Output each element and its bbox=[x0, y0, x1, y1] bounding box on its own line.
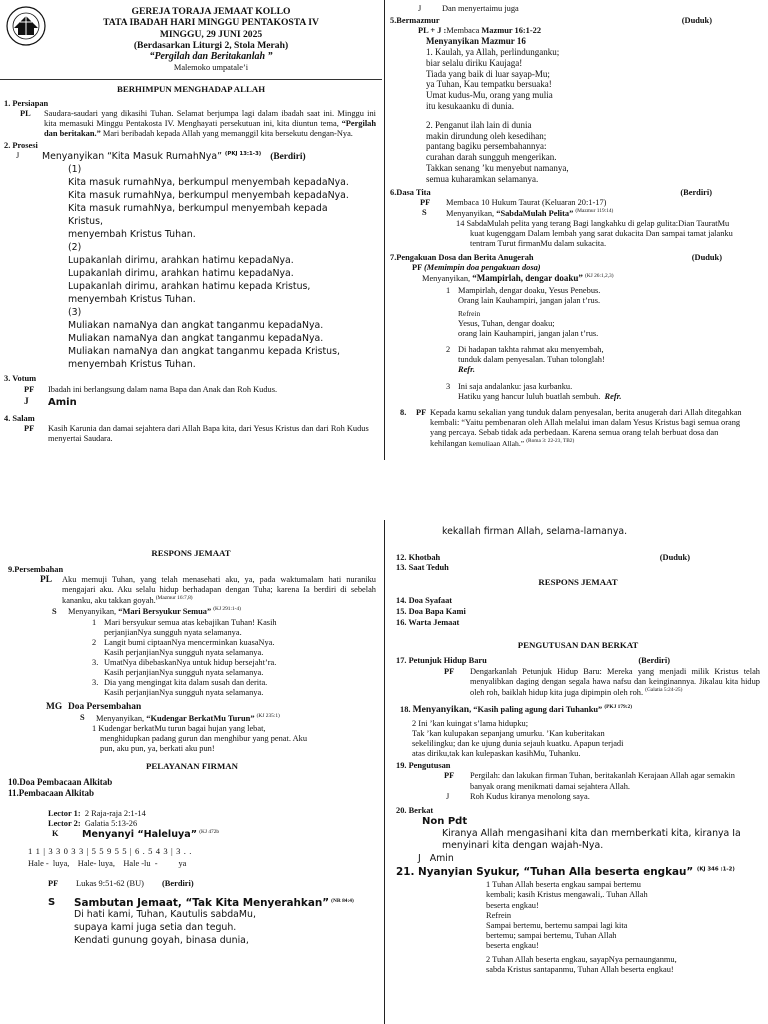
section-title-pengutusan: PENGUTUSAN DAN BERKAT bbox=[517, 639, 639, 650]
psalm-line: Tiada yang baik di luar sayap-Mu; bbox=[426, 68, 550, 79]
verse-text: UmatNya dibebaskanNya untuk hidup bersejaht’ra. Kasih perjanjianNya sungguh nyata selamanya. bbox=[104, 657, 277, 677]
berkat-text: Kiranya Allah mengasihani kita dan memberkati kita, kiranya Ia menyinari kita dengan wajah-Nya. bbox=[442, 827, 741, 852]
hymn-line: bertemu; sampai bertemu, Tuhan Allah bbox=[486, 930, 617, 940]
kj26-verse-3-line1: Ini saja andalanku: jasa kurbanku. bbox=[458, 381, 573, 391]
verse-num-1: 1 bbox=[446, 286, 451, 296]
persembahan-sing-title: “Mari Bersyukur Semua” bbox=[118, 607, 212, 617]
song-18-title: , “Kasih paling agung dari Tuhanku” bbox=[469, 704, 603, 714]
item-petunjuk-hidup: 17. Petunjuk Hidup Baru bbox=[396, 656, 487, 666]
khotbah-duduk: (Duduk) bbox=[659, 552, 690, 562]
label-j-berkat: J bbox=[418, 852, 421, 864]
label-pf-votum: PF bbox=[24, 384, 35, 394]
bermazmur-duduk: (Duduk) bbox=[681, 16, 712, 26]
psalm-line: biar selalu diriku Kaujaga! bbox=[426, 57, 523, 68]
pengakuan-duduk: (Duduk) bbox=[691, 252, 722, 262]
psalm-line: Takkan senang ’ku menyebut namanya, bbox=[426, 163, 569, 173]
top-response: Dan menyertaimu juga bbox=[442, 4, 519, 13]
label-pf-dasa: PF bbox=[420, 197, 431, 207]
item-pembacaan: 11.Pembacaan Alkitab bbox=[8, 787, 95, 798]
lyric-line: Muliakan namaNya dan angkat tanganmu kepada Kristus, bbox=[68, 345, 340, 357]
pengakuan-lead: (Memimpin doa pengakuan dosa) bbox=[424, 262, 541, 272]
hymn-line: Orang lain Kauhampiri, jangan jalan t’rus. bbox=[458, 296, 601, 306]
label-pf-pengakuan: PF bbox=[412, 262, 425, 272]
nyanyian-syukur-ref: (KJ 346 :1-2) bbox=[696, 866, 735, 873]
panel-bottom-right bbox=[390, 520, 766, 1024]
lyric-line: Kristus, bbox=[68, 215, 103, 227]
item-nyanyian-syukur: 21. Nyanyian Syukur, “Tuhan Alla beserta engkau” bbox=[396, 865, 694, 878]
section-title-berhimpun: BERHIMPUN MENGHADAP ALLAH bbox=[116, 83, 266, 94]
panel-top-right bbox=[390, 0, 762, 460]
hymn-line: 1 Tuhan Allah beserta engkau sampai bertemu bbox=[486, 880, 641, 890]
item-salam: 4. Salam bbox=[4, 413, 35, 423]
psalm-line: 2. Penganut ilah lain di dunia bbox=[426, 119, 532, 130]
panel-top-left bbox=[0, 0, 382, 460]
item-khotbah: 12. Khotbah bbox=[396, 552, 441, 562]
page-gap bbox=[0, 460, 768, 520]
hymn-line: tunduk dalam penyesalan. Tuhan tolonglah! bbox=[458, 355, 605, 365]
label-j-pengutusan: J bbox=[446, 791, 450, 801]
item-dasa-tita: 6.Dasa Tita bbox=[390, 187, 431, 197]
dasa-tita-berdiri: (Berdiri) bbox=[680, 187, 712, 197]
haleluya-lyrics: Hale - luya, Hale- luya, Hale -lu - ya bbox=[28, 858, 187, 868]
refrein-line: orang lain Kauhampiri, jangan jalan t’rus. bbox=[458, 329, 599, 339]
verse-number: 2 bbox=[92, 637, 97, 647]
persembahan-sing-ref: (KJ 291:1-4) bbox=[213, 606, 241, 613]
lyric-line: Muliakan namaNya dan angkat tanganmu kepadaNya. bbox=[68, 319, 324, 331]
item-prosesi: 2. Prosesi bbox=[4, 140, 38, 150]
header-subtitle: (Berdasarkan Liturgi 2, Stola Merah) bbox=[133, 39, 289, 51]
dasa-verse: 14 SabdaMulah pelita yang terang Bagi langkahku di gelap gulita:Dian TauratMu kuat kugenggam Dalam lembah yang sarat dukacita Dan sampai tamat jalanku tentram Turut firmanMu dalam sukacita. bbox=[456, 218, 733, 248]
label-pl: PL bbox=[20, 108, 31, 118]
label-pl-persembahan: PL bbox=[40, 574, 52, 585]
mg-sing-ref: (KJ 235:1) bbox=[256, 713, 280, 720]
psalm-line: ya Tuhan, Kau tempatku bersuaka! bbox=[426, 79, 552, 90]
item-doa-pembacaan: 10.Doa Pembacaan Alkitab bbox=[8, 777, 113, 788]
hymn-line: 2 Ini ’kan kuingat s’lama hidupku; bbox=[412, 719, 529, 729]
lyric-line: menyembah Kristus Tuhan. bbox=[68, 293, 196, 305]
hymn-line: Di hadapan takhta rahmat aku menyembah, bbox=[458, 345, 604, 355]
hymn-line: 2 Tuhan Allah beserta engkau, sayapNya pernaunganmu, bbox=[486, 954, 677, 964]
mg-sing-title: “Kudengar BerkatMu Turun” bbox=[146, 714, 255, 724]
dasa-sing-ref: (Mazmur 119:14) bbox=[575, 207, 614, 214]
section-title-respons-2: RESPONS JEMAAT bbox=[538, 577, 618, 588]
verse-text: Mari bersyukur semua atas kebajikan Tuhan! Kasih perjanjianNya sungguh nyata selamanya. bbox=[104, 617, 277, 637]
verse-number: 3. bbox=[92, 657, 99, 667]
song-18-ref: (PKJ 179:2) bbox=[604, 703, 633, 710]
hymn-line: Tak ’kan kulupakan sepanjang umurku. ’Kan kuberitakan bbox=[412, 729, 605, 739]
persembahan-text: Aku memuji Tuhan, yang telah menasehati aku, ya, pada waktumalam hati nuraniku mengajari aku. Aku selalu hidup berhadapan dengan Tuha; karena Ia berdiri di sebelah kananku, aku takkan goyah. bbox=[62, 574, 376, 605]
kj346-verse-2 bbox=[486, 955, 760, 975]
label-s-persembahan: S bbox=[52, 606, 57, 616]
menyanyikan-18: Menyanyikan bbox=[412, 703, 470, 715]
lyric-line: Lupakanlah dirimu, arahkan hatimu kepadaNya. bbox=[68, 254, 294, 266]
kj26-verse-2 bbox=[458, 345, 762, 365]
item-18: 18. bbox=[400, 704, 411, 714]
header-theme: “Pergilah dan Beritakanlah ” bbox=[149, 51, 273, 63]
lektor1-ref: 2 Raja-raja 2:1-14 bbox=[84, 808, 146, 818]
bermazmur-ref: Mazmur 16:1-22 bbox=[481, 26, 542, 36]
hymn-verse bbox=[92, 678, 282, 698]
sambutan-ref: (NR 84:4) bbox=[331, 898, 354, 905]
church-logo bbox=[6, 6, 46, 46]
doa-persembahan: Doa Persembahan bbox=[68, 702, 142, 713]
item-doa-syafaat: 14. Doa Syafaat bbox=[396, 595, 453, 605]
label-pl-j: PL + J : bbox=[418, 26, 447, 36]
dasa-sing-title: “SabdaMulah Pelita” bbox=[496, 208, 574, 218]
votum-amin: Amin bbox=[48, 396, 77, 408]
psalm-line: 1. Kaulah, ya Allah, perlindunganku; bbox=[426, 47, 560, 58]
pengakuan-sing-ref: (KJ 26:1,2,3) bbox=[584, 273, 614, 280]
anugerah-text-end: kemuliaan Allah.” bbox=[468, 438, 525, 448]
label-k: K bbox=[52, 828, 59, 838]
lektor2-ref: Galatia 5:13-26 bbox=[84, 818, 138, 828]
hymn-line: sabda Kristus santapanmu, Tuhan Allah beserta engkau! bbox=[486, 964, 674, 974]
psalm-line: pantang bagiku persembahannya: bbox=[426, 141, 547, 152]
hymn-line: beserta engkau! bbox=[486, 900, 539, 910]
item-warta-jemaat: 16. Warta Jemaat bbox=[396, 617, 460, 627]
verse-text: Dia yang mengingat kita dalam susah dan derita. Kasih perjanjianNya sungguh nyata selamanya. bbox=[104, 678, 268, 698]
hymn-line: Sampai bertemu, bertemu sampai lagi kita bbox=[486, 920, 628, 930]
kj291-verses bbox=[92, 618, 282, 699]
lyric-line: Muliakan namaNya dan angkat tanganmu kepadaNya. bbox=[68, 332, 324, 344]
kj26-refrein bbox=[458, 319, 762, 339]
item-doa-bapa-kami: 15. Doa Bapa Kami bbox=[396, 606, 466, 616]
psalm-line: makin dirundung oleh kesedihan; bbox=[426, 130, 547, 141]
sambutan-lyrics bbox=[74, 909, 376, 948]
lyric-line: Kita masuk rumahNya, berkumpul menyembah kepadaNya. bbox=[68, 189, 349, 201]
item-berkat: 20. Berkat bbox=[396, 805, 434, 815]
prosesi-ref: (PKJ 13:1-3) bbox=[224, 150, 262, 157]
header-date: MINGGU, 29 JUNI 2025 bbox=[159, 28, 263, 40]
lyric-line: supaya kami juga setia dan teguh. bbox=[74, 922, 237, 934]
dasa-tita-read: Membaca 10 Hukum Taurat (Keluaran 20:1-17) bbox=[446, 197, 607, 207]
verse-num-3: 3 bbox=[446, 381, 451, 391]
label-pf-petunjuk: PF bbox=[444, 666, 455, 676]
header-church: GEREJA TORAJA JEMAAT KOLLO bbox=[131, 6, 291, 17]
bermazmur-sing: Menyanyikan Mazmur 16 bbox=[426, 36, 526, 47]
kj26-verse-3-line2: Hatiku yang hancur luluh buatlah sembuh. bbox=[458, 391, 601, 401]
petunjuk-berdiri: (Berdiri) bbox=[638, 656, 670, 666]
bermazmur-read: Membaca bbox=[446, 26, 482, 36]
hymn-line: atas diriku,tak kan kulepaskan kasihMu, Tuhanku. bbox=[412, 749, 581, 759]
label-pf-pengutusan: PF bbox=[444, 771, 455, 781]
anugerah-text: Kepada kamu sekalian yang tunduk dalam penyesalan, berita anugerah dari Allah ditegahkan kembali: “Yaitu pembenaran oleh Allah melalui iman dalam Yesus Kristus bagi semua orang yang percaya. Sebab tidak ada perbedaan. Karena semua orang telah berbuat dosa dan kehilangan bbox=[430, 407, 742, 448]
haleluya-sing: Menyanyi “Haleluya” bbox=[82, 828, 198, 840]
berkat-amin: Amin bbox=[429, 852, 454, 864]
kj346-verse-1 bbox=[486, 880, 760, 951]
label-pf-injil: PF bbox=[48, 878, 59, 888]
hymn-line: kembali; kasih Kristus mengawali,. Tuhan Allah bbox=[486, 890, 648, 900]
hymn-line: Refrein bbox=[486, 910, 512, 920]
berkat-nonpdt: Non Pdt bbox=[422, 815, 468, 827]
refrein-label: Refrein bbox=[458, 309, 481, 319]
hymn-verse bbox=[92, 618, 282, 638]
mazmur-verse-2 bbox=[426, 120, 762, 185]
petunjuk-text: Dengarkanlah Petunjuk Hidup Baru: Mereka yang menjadi milik Kristus telah menyalibkan daging dengan segala hawa nafsu dan keinginannya. Jikalau kita hidup oleh roh, baiklah hidup kita juga dipimpin oleh roh. bbox=[470, 666, 760, 697]
label-pf-anugerah: PF bbox=[416, 407, 427, 417]
lyric-line: Lupakanlah dirimu, arahkan hatimu kepada Kristus, bbox=[68, 280, 311, 292]
item-pengakuan-dosa: 7.Pengakuan Dosa dan Berita Anugerah bbox=[390, 252, 534, 262]
label-j-votum: J bbox=[24, 396, 29, 407]
verse-num-2: 2 bbox=[446, 345, 451, 355]
label-s-mg: S bbox=[80, 713, 85, 723]
hymn-verse bbox=[92, 638, 282, 658]
header-local: Malemoko umpatale’i bbox=[173, 63, 249, 73]
section-title-firman: PELAYANAN FIRMAN bbox=[146, 760, 238, 771]
petunjuk-ref: (Galatia 5:24-25) bbox=[645, 686, 683, 693]
label-s-dasa: S bbox=[422, 207, 427, 217]
lyric-line: Di hati kami, Tuhan, Kautulis sabdaMu, bbox=[74, 909, 256, 921]
lyric-line: Lupakanlah dirimu, arahkan hatimu kepadaNya. bbox=[68, 267, 294, 279]
haleluya-ref: (KJ 472b bbox=[199, 829, 220, 836]
hymn-verse bbox=[92, 658, 282, 678]
item-persiapan: 1. Persiapan bbox=[4, 98, 49, 108]
lyric-line: menyembah Kristus Tuhan. bbox=[68, 358, 196, 370]
persiapan-theme: “Pergilah dan beritakan.” bbox=[44, 118, 376, 138]
injil-berdiri: (Berdiri) bbox=[162, 878, 194, 888]
label-mg: MG bbox=[46, 702, 63, 713]
section-title-respons: RESPONS JEMAAT bbox=[151, 548, 231, 558]
refr-mark-2: Refr. bbox=[604, 391, 622, 401]
panel-bottom-left bbox=[0, 520, 382, 1024]
pkj179-verse bbox=[412, 719, 760, 759]
lektor1-label: Lector 1: bbox=[48, 808, 81, 818]
label-j-top: J bbox=[418, 4, 422, 13]
lyric-line: menyembah Kristus Tuhan. bbox=[68, 228, 196, 240]
prosesi-berdiri: (Berdiri) bbox=[270, 152, 306, 163]
kj26-verse-1 bbox=[458, 286, 762, 306]
mazmur-verse-1 bbox=[426, 47, 762, 112]
hymn-line: beserta engkau! bbox=[486, 940, 539, 950]
bottom-page-divider bbox=[384, 520, 385, 1024]
top-page-divider bbox=[384, 0, 385, 460]
prosesi-lyrics bbox=[68, 164, 376, 372]
psalm-line: semua kuharamkan selamanya. bbox=[426, 173, 539, 184]
persiapan-text-end: Mari beribadah kepada Allah yang memanggil kita bersekutu dengan-Nya. bbox=[100, 128, 353, 138]
refrein-line: Yesus, Tuhan, dengar doaku; bbox=[458, 319, 555, 329]
hymn-line: sekelilingku; dan ke ujung dunia sejauh kuatku. Apapun terjadi bbox=[412, 739, 624, 749]
dasa-sing: Menyanyikan, bbox=[446, 208, 497, 218]
item-saat-teduh: 13. Saat Teduh bbox=[396, 563, 449, 573]
item-8: 8. bbox=[400, 407, 407, 417]
mg-verse: 1 Kudengar berkatMu turun bagai hujan yang lebat, menghidupkan padang gurun dan menghibur yang penat. Aku pun, aku pun, ya, berkati aku pun! bbox=[92, 724, 308, 754]
pengakuan-sing-title: “Mampirlah, dengar doaku” bbox=[472, 273, 583, 284]
lyric-line: (3) bbox=[68, 306, 82, 318]
item-persembahan: 9.Persembahan bbox=[8, 564, 64, 574]
lyric-line: Kendati gunung goyah, binasa dunia, bbox=[74, 935, 249, 947]
lyrics-continued: kekallah firman Allah, selama-lamanya. bbox=[442, 526, 628, 537]
verse-number: 1 bbox=[92, 617, 97, 627]
lyric-line: (1) bbox=[68, 163, 82, 175]
hymn-line: Mampirlah, dengar doaku, Yesus Penebus. bbox=[458, 286, 601, 296]
pengutusan-text: Pergilah: dan lakukan firman Tuhan, beritakanlah Kerajaan Allah agar semakin banyak orang menikmati damai sejahtera Allah. bbox=[470, 771, 735, 791]
pengakuan-sing: Menyanyikan, bbox=[422, 274, 473, 284]
lektor2-label: Lector 2: bbox=[48, 818, 81, 828]
lyric-line: Kita masuk rumahNya, berkumpul menyembah kepadaNya. bbox=[68, 176, 349, 188]
persembahan-sing: Menyanyikan, bbox=[68, 607, 119, 617]
anugerah-ref: (Roma 3: 22-23, TB2) bbox=[526, 437, 575, 444]
sambutan-song: Sambutan Jemaat, “Tak Kita Menyerahkan” bbox=[74, 896, 330, 909]
label-s-sambutan: S bbox=[48, 896, 56, 908]
haleluya-notation: 1 1 | 3 3 0 3 3 | 5 5 9 5 5 | 6 . 5 4 3 | 3 . . bbox=[28, 846, 192, 857]
persembahan-ref: (Mazmur 16:7,8) bbox=[155, 594, 193, 601]
label-j: J bbox=[16, 150, 20, 160]
label-pf-salam: PF bbox=[24, 423, 35, 433]
header-liturgy: TATA IBADAH HARI MINGGU PENTAKOSTA IV bbox=[103, 17, 319, 29]
injil-ref: Lukas 9:51-62 (BU) bbox=[76, 878, 144, 888]
item-bermazmur: 5.Bermazmur bbox=[390, 16, 440, 26]
salam-text: Kasih Karunia dan damai sejahtera dari Allah Bapa kita, dari Yesus Kristus dan dari Roh Kudus menyertai Saudara. bbox=[48, 423, 369, 443]
psalm-line: curahan darah sungguh mengerikan. bbox=[426, 152, 557, 163]
pengutusan-response: Roh Kudus kiranya menolong saya. bbox=[470, 791, 590, 801]
votum-text: Ibadah ini berlangsung dalam nama Bapa dan Anak dan Roh Kudus. bbox=[48, 384, 278, 394]
psalm-line: Umat kudus-Mu, orang yang mulia bbox=[426, 90, 553, 101]
verse-number: 3. bbox=[92, 678, 99, 687]
item-votum: 3. Votum bbox=[4, 374, 37, 384]
prosesi-song: Menyanyikan “Kita Masuk RumahNya” bbox=[42, 151, 222, 163]
psalm-line: itu kesukaanku di dunia. bbox=[426, 101, 514, 112]
item-pengutusan: 19. Pengutusan bbox=[396, 761, 451, 771]
lyric-line: (2) bbox=[68, 241, 82, 253]
verse-text: Langit bumi ciptaanNya mencerminkan kuasaNya. Kasih perjanjianNya sungguh nyata selamanya. bbox=[104, 637, 275, 657]
lyric-line: Kita masuk rumahNya, berkumpul menyembah kepada bbox=[68, 202, 328, 214]
persiapan-text: Saudara-saudari yang dikasihi Tuhan. Selamat berjumpa lagi dalam ibadah saat ini. Minggu ini kita memasuki Minggu Pentakosta IV. Menghayati persekutuan ini, kita diuntun tema, bbox=[44, 108, 376, 128]
refr-mark-1: Refr. bbox=[458, 365, 475, 375]
mg-sing: Menyanyikan, bbox=[96, 714, 147, 724]
